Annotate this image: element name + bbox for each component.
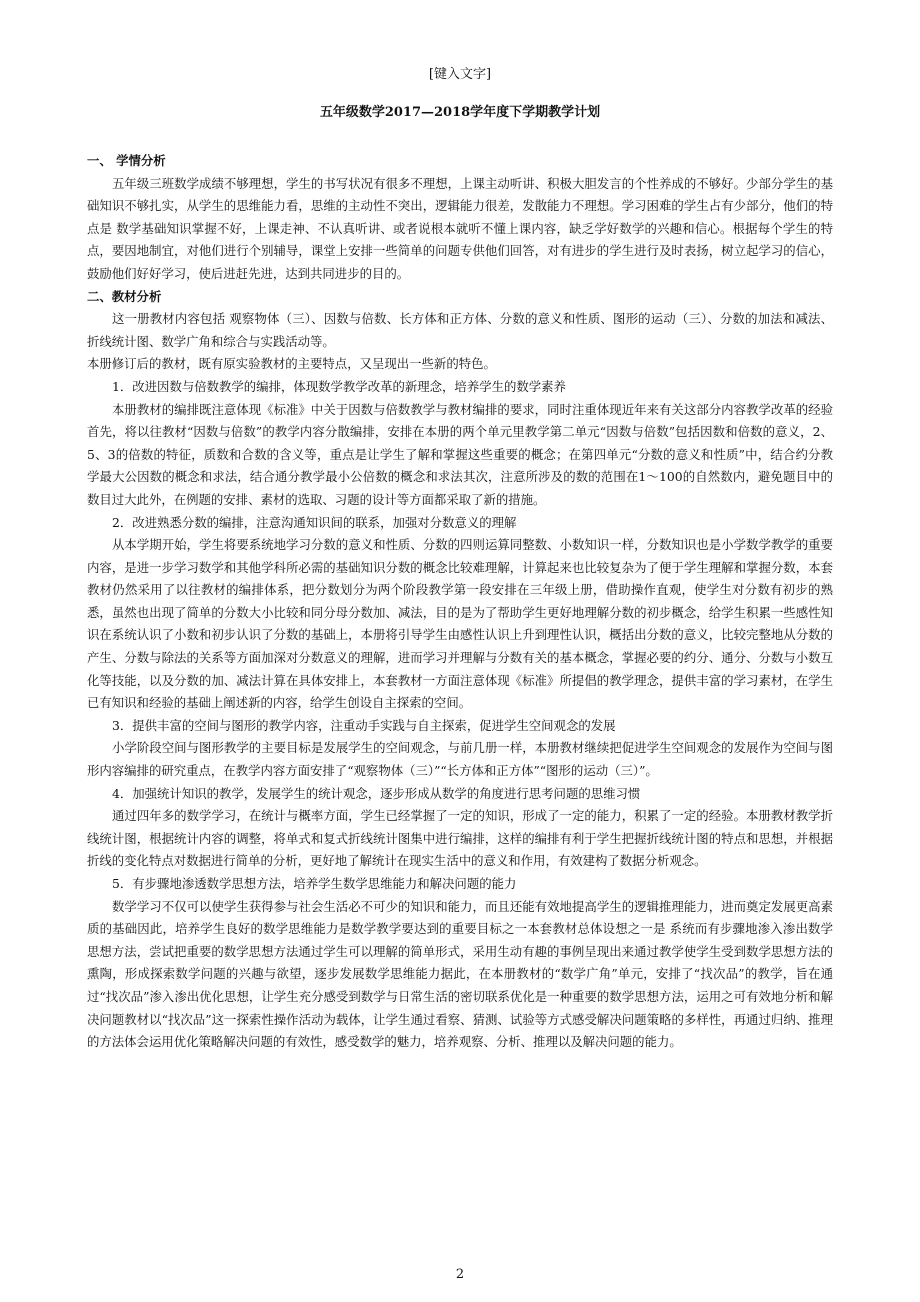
item-5-body: 数学学习不仅可以使学生获得参与社会生活必不可少的知识和能力，而且还能有效地提高学生的逻辑推理能力，进而奠定发展更高素质的基础因此，培养学生良好的数学思维能力是数学教学要达到的重要目标之一本套教材总体设想之一是 系统而有步骤地渗入渗出数学思想方法，尝试把重要的数学思想方法通过学生可以理解的简单形式，采用生动有趣的事例呈现出来通过教学使学生受到数学思想方法的熏陶，形成探索数学问题的兴趣与欲望，逐步发展数学思维能力据此，在本册教材的“数学广角”单元，安排了“找次品”的教学，旨在通过“找次品”渗入渗出优化思想，让学生充分感受到数学与日常生活的密切联系优化是一种重要的数学思想方法，运用之可有效地分析和解决问题教材以“找次品”这一探索性操作活动为载体，让学生通过看察、猜测、试验等方式感受解决问题策略的多样性，再通过归纳、推理的方法体会运用优化策略解决问题的有效性，感受数学的魅力，培养观察、分析、推理以及解决问题的能力。 xyxy=(87,898,833,1050)
item-2-title: 2．改进熟悉分数的编排，注意沟通知识间的联系，加强对分数意义的理解 xyxy=(112,514,517,530)
item-4-title: 4．加强统计知识的教学，发展学生的统计观念，逐步形成从数学的角度进行思考问题的思维习惯 xyxy=(112,785,641,801)
document-title: 五年级数学2017—2018学年度下学期教学计划 xyxy=(319,105,601,120)
item-4-body: 通过四年多的数学学习，在统计与概率方面，学生已经掌握了一定的知识，形成了一定的能力，积累了一定的经验。本册教材教学折线统计图，根据统计内容的调整，将单式和复式折线统计图集中进行编排，这样的编排有利于学生把握折线统计图的特点和思想，并根据折线的变化特点对数据进行简单的分析，更好地了解统计在现实生活中的意义和作用，有效建构了数据分析观念。 xyxy=(87,808,833,869)
item-2-body: 从本学期开始，学生将要系统地学习分数的意义和性质、分数的四则运算同整数、小数知识一样，分数知识也是小学数学教学的重要内容，是进一步学习数学和其他学科所必需的基础知识分数的概念比较难理解，计算起来也比较复杂为了便于学生理解和掌握分数，本套教材仍然采用了以往教材的编排体系，把分数划分为两个阶段教学第一段安排在三年级上册，借助操作直观，使学生对分数有初步的熟悉，虽然也出现了简单的分数大小比较和同分母分数加、减法，目的是为了帮助学生更好地理解分数的初步概念，给学生积累一些感性知识在系统认识了小数和初步认识了分数的基础上，本册将引导学生由感性认识上升到理性认识，概括出分数的意义，比较完整地从分数的产生、分数与除法的关系等方面加深对分数意义的理解，进而学习并理解与分数有关的基本概念，掌握必要的约分、通分、分数与小数互化等技能，以及分数的加、减法计算在具体安排上，本套教材一方面注意体现《标准》所提倡的教学理念，提供丰富的学习素材，在学生已有知识和经验的基础上阐述新的内容，给学生创设自主探索的空间。 xyxy=(87,537,833,711)
item-3-body: 小学阶段空间与图形教学的主要目标是发展学生的空间观念，与前几册一样，本册教材继续把促进学生空间观念的发展作为空间与图形内容编排的研究重点，在教学内容方面安排了“观察物体（三）”“长方体和正方体”“图形的运动（三）”。 xyxy=(87,740,833,779)
page-header: [键入文字] xyxy=(428,67,492,82)
item-1-title: 1．改进因数与倍数教学的编排，体现数学教学改革的新理念，培养学生的数学素养 xyxy=(112,378,566,394)
document-body xyxy=(87,150,833,1054)
textbook-intro-paragraph: 这一册教材内容包括 观察物体（三）、因数与倍数、长方体和正方体、分数的意义和性质、图形的运动（三）、分数的加法和减法、折线统计图、数学广角和综合与实践活动等。 xyxy=(87,311,833,349)
textbook-intro-paragraph-2: 本册修订后的教材，既有原实验教材的主要特点，又呈现出一些新的特色。 xyxy=(87,356,496,372)
student-analysis-paragraph: 五年级三班数学成绩不够理想，学生的书写状况有很多不理想，上课主动听讲、积极大胆发言的个性养成的不够好。少部分学生的基础知识不够扎实，从学生的思维能力看，思维的主动性不突出，逻辑能力很差，发散能力不理想。学习困难的学生占有少部分，他们的特点是 数学基础知识掌握不好，上课走神、不认真听讲、或者说根本就听不懂上课内容，缺乏学好数学的兴趣和信心。根据每个学生的特点，要因地制宜，对他们进行个别辅导，课堂上安排一些简单的问题专供他们回答，对有进步的学生进行及时表扬，树立起学习的信心，鼓励他们好好学习，使后进赶先进，达到共同进步的目的。 xyxy=(87,175,833,281)
page-number: 2 xyxy=(455,1267,465,1282)
item-1-body: 本册教材的编排既注意体现《标准》中关于因数与倍数教学与教材编排的要求，同时注重体现近年来有关这部分内容教学改革的经验首先，将以往教材“因数与倍数”的教学内容分散编排，安排在本册的两个单元里教学第二单元“因数与倍数”包括因数和倍数的意义，2、5、3的倍数的特征，质数和合数的含义等，重点是让学生了解和掌握这些重要的概念；在第四单元“分数的意义和性质”中，结合约分教学最大公因数的概念和求法，结合通分教学最小公倍数的概念和求法其次，注意所涉及的数的范围在1～100的自然数内，避免题目中的数目过大此外，在例题的安排、素材的选取、习题的设计等方面都采取了新的措施。 xyxy=(87,401,833,507)
item-3-title: 3．提供丰富的空间与图形的教学内容，注重动手实践与自主探索，促进学生空间观念的发展 xyxy=(112,717,616,733)
section-heading-textbook-analysis: 二、教材分析 xyxy=(87,288,162,304)
section-heading-student-analysis: 一、 学情分析 xyxy=(87,153,166,168)
item-5-title: 5．有步骤地渗透数学思想方法，培养学生数学思维能力和解决问题的能力 xyxy=(112,876,517,891)
